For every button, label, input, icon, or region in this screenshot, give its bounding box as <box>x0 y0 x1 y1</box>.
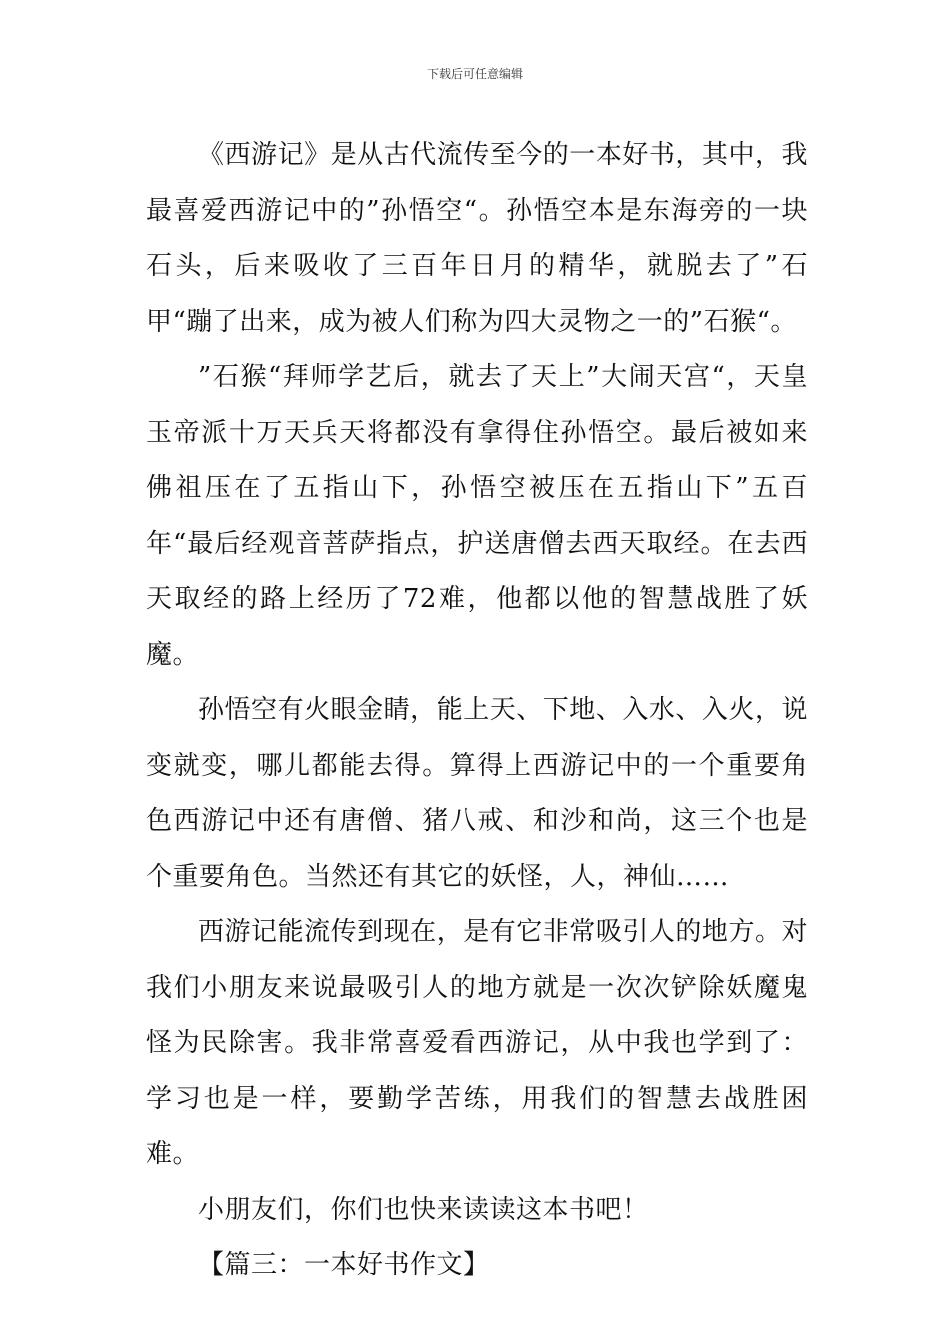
page-header: 下载后可任意编辑 <box>426 67 523 81</box>
section-heading: 【篇三：一本好书作文】 <box>198 1250 490 1280</box>
paragraph-2: ”石猴“拜师学艺后，就去了天上”大闹天宫“，天皇玉帝派十万天兵天将都没有拿得住孙悟空。最后被如来佛祖压在了五指山下，孙悟空被压在五指山下”五百年“最后经观音菩萨指点，护送唐僧去西天取经。在去西天取经的路上经历了72难，他都以他的智慧战胜了妖魔。 <box>146 362 808 670</box>
paragraph-1: 《西游记》是从古代流传至今的一本好书，其中，我最喜爱西游记中的”孙悟空“。孙悟空本是东海旁的一块石头，后来吸收了三百年日月的精华，就脱去了”石甲“蹦了出来，成为被人们称为四大灵物之一的”石猴“。 <box>146 140 808 337</box>
document-body <box>146 128 808 1294</box>
paragraph-4: 西游记能流传到现在，是有它非常吸引人的地方。对我们小朋友来说最吸引人的地方就是一次次铲除妖魔鬼怪为民除害。我非常喜爱看西游记，从中我也学到了：学习也是一样，要勤学苦练，用我们的智慧去战胜困难。 <box>146 917 808 1169</box>
paragraph-5: 小朋友们，你们也快来读读这本书吧！ <box>198 1194 649 1225</box>
paragraph-3: 孙悟空有火眼金睛，能上天、下地、入水、入火，说变就变，哪儿都能去得。算得上西游记中的一个重要角色西游记中还有唐僧、猪八戒、和沙和尚，这三个也是个重要角色。当然还有其它的妖怪，人，神仙…… <box>146 695 808 892</box>
